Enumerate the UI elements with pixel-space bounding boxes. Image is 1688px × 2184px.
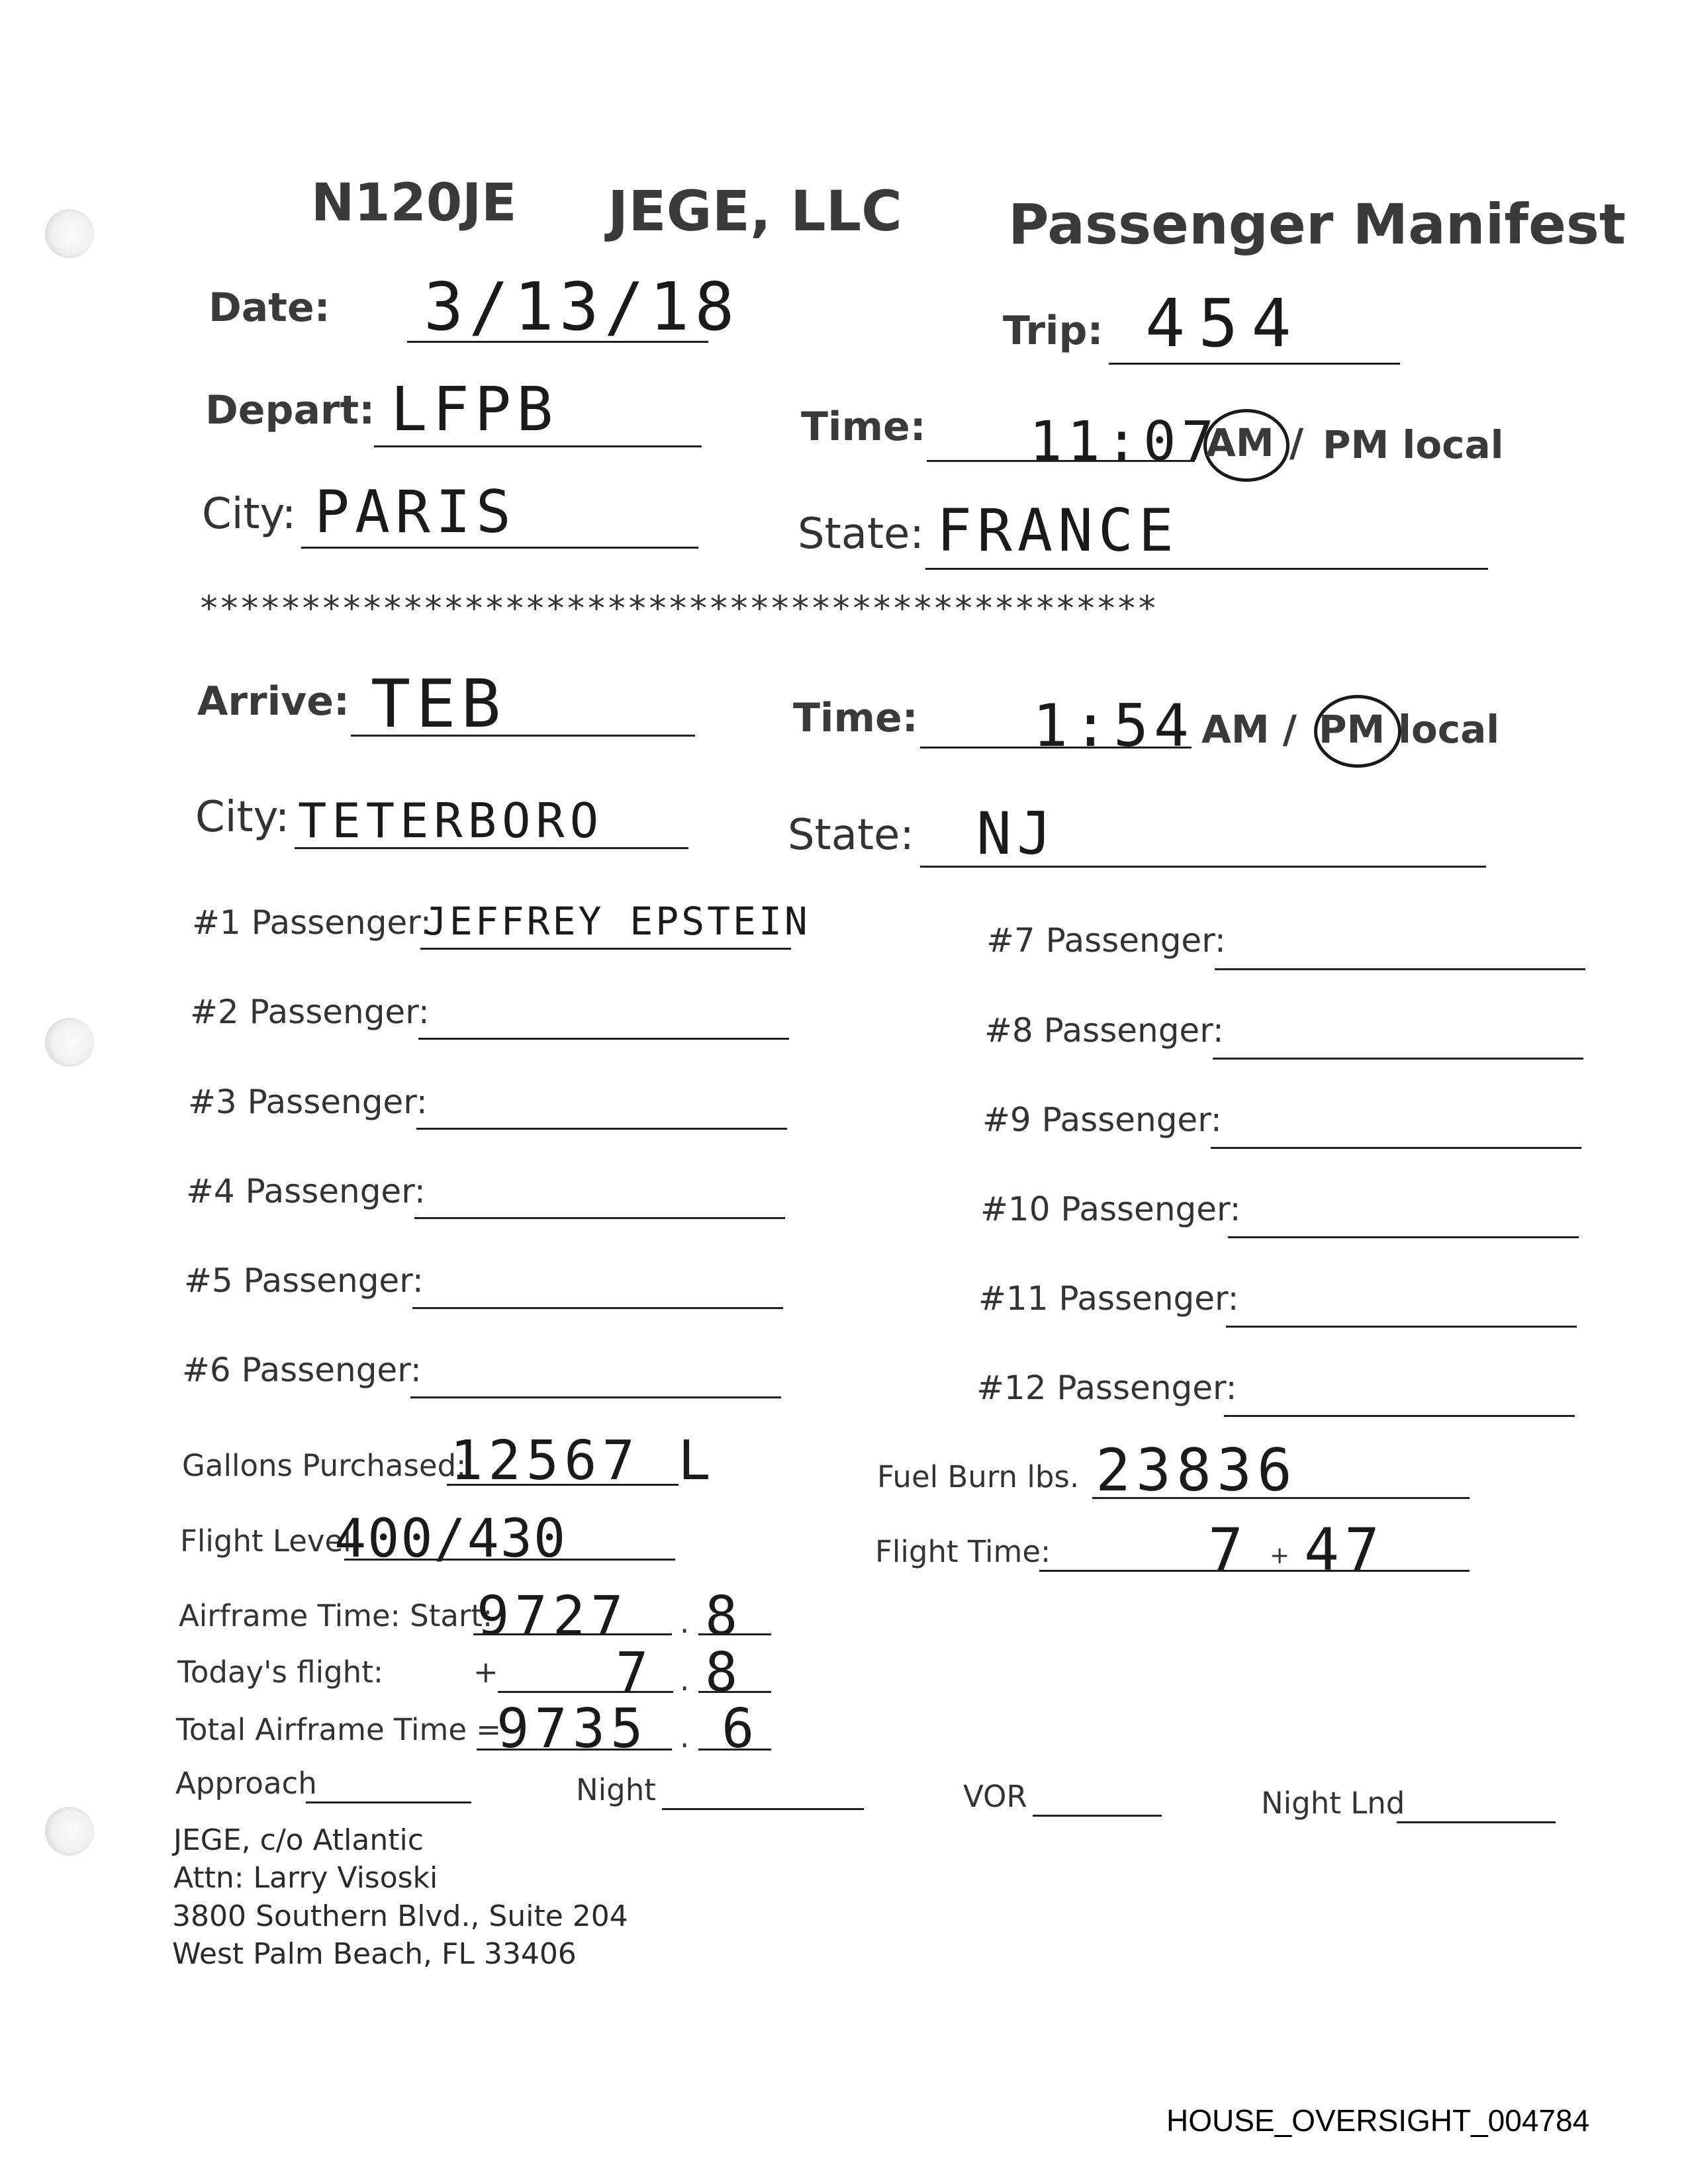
arrive-state-label: State:: [788, 811, 914, 860]
passenger-9-line: [1211, 1147, 1581, 1149]
today-flight-label: Today's flight:: [177, 1655, 384, 1690]
passenger-12-line: [1224, 1415, 1575, 1417]
passenger-1-line: [420, 948, 791, 950]
today-flight-line: [498, 1691, 673, 1693]
tail-number: N120JE: [311, 173, 517, 233]
gallons-line: [447, 1484, 679, 1486]
asterisk-divider: ***********************************************: [199, 589, 1157, 629]
passenger-7-line: [1215, 968, 1585, 970]
gallons-value: 12567 L: [450, 1430, 716, 1492]
passenger-6-label: #6 Passenger:: [182, 1351, 422, 1389]
passenger-8-label: #8 Passenger:: [984, 1011, 1224, 1050]
depart-ampm-sep: /: [1289, 420, 1304, 465]
arrive-label: Arrive:: [197, 678, 350, 725]
arrive-city-line: [295, 847, 688, 849]
approach-label: Approach: [175, 1766, 317, 1801]
depart-am: AM: [1206, 420, 1274, 465]
airframe-start-line: [473, 1633, 672, 1635]
passenger-6-line: [410, 1396, 781, 1398]
depart-label: Depart:: [205, 387, 375, 433]
arrive-time-value: 1:54: [1033, 692, 1194, 760]
flight-level-line: [344, 1559, 675, 1561]
flight-time-label: Flight Time:: [875, 1534, 1051, 1569]
passenger-8-line: [1213, 1058, 1583, 1060]
vor-line: [1033, 1815, 1162, 1817]
depart-city-label: City:: [202, 490, 297, 539]
depart-time-label: Time:: [801, 404, 926, 450]
depart-pm-local: PM local: [1323, 422, 1504, 467]
passenger-10-label: #10 Passenger:: [980, 1190, 1241, 1228]
address-line-2: Attn: Larry Visoski: [173, 1861, 438, 1895]
arrive-line: [351, 735, 695, 737]
fuel-burn-label: Fuel Burn lbs.: [877, 1459, 1080, 1494]
passenger-11-label: #11 Passenger:: [978, 1279, 1239, 1318]
passenger-4-line: [414, 1217, 785, 1219]
depart-city-line: [301, 547, 698, 549]
today-flight-plus: +: [473, 1655, 498, 1690]
passenger-7-label: #7 Passenger:: [986, 921, 1226, 960]
punch-hole-bottom: [45, 1807, 94, 1856]
passenger-4-label: #4 Passenger:: [186, 1172, 426, 1210]
fuel-burn-line: [1092, 1497, 1470, 1499]
airframe-start-dot: .: [680, 1605, 690, 1640]
total-airframe-dot: .: [680, 1719, 690, 1754]
passenger-1-value: JEFFREY EPSTEIN: [424, 899, 810, 944]
passenger-5-label: #5 Passenger:: [184, 1261, 424, 1300]
company-name: JEGE, LLC: [608, 179, 902, 244]
airframe-start-label: Airframe Time: Start:: [179, 1598, 493, 1633]
depart-time-line: [927, 460, 1195, 462]
depart-city-value: PARIS: [314, 478, 516, 546]
airframe-start-whole: 9727: [477, 1585, 629, 1648]
depart-line: [374, 445, 702, 447]
depart-value: LFPB: [391, 374, 559, 445]
bates-number: HOUSE_OVERSIGHT_004784: [1166, 2103, 1590, 2138]
arrive-state-value: NJ: [976, 799, 1057, 868]
passenger-3-label: #3 Passenger:: [188, 1083, 428, 1121]
depart-state-line: [925, 568, 1488, 570]
total-airframe-label: Total Airframe Time =: [176, 1712, 502, 1747]
night-lnd-line: [1397, 1821, 1556, 1823]
passenger-1-label: #1 Passenger:: [192, 903, 432, 942]
today-flight-dot: .: [680, 1662, 690, 1698]
airframe-start-tenth: 8: [705, 1585, 743, 1648]
date-label: Date:: [209, 285, 330, 331]
total-airframe-whole: 9735: [496, 1698, 649, 1760]
page-title: Passenger Manifest: [1008, 192, 1626, 257]
passenger-9-label: #9 Passenger:: [982, 1101, 1222, 1139]
approach-line: [306, 1801, 471, 1803]
flight-time-line: [1039, 1570, 1470, 1572]
arrive-state-line: [920, 866, 1486, 868]
flight-level-label: Flight Level:: [180, 1524, 361, 1559]
punch-hole-middle: [45, 1018, 94, 1067]
total-airframe-line: [477, 1749, 672, 1751]
airframe-start-tenth-line: [698, 1633, 771, 1635]
passenger-10-line: [1228, 1236, 1579, 1238]
night-line: [662, 1808, 864, 1810]
total-airframe-tenth-line: [698, 1749, 771, 1751]
night-label: Night: [576, 1772, 656, 1807]
today-flight-whole: 7: [616, 1641, 654, 1704]
arrive-value: TEB: [371, 665, 506, 743]
flight-time-hours: 7: [1208, 1516, 1248, 1584]
fuel-burn-value: 23836: [1096, 1436, 1297, 1504]
vor-label: VOR: [963, 1779, 1027, 1814]
passenger-2-label: #2 Passenger:: [190, 993, 430, 1031]
arrive-city-label: City:: [195, 793, 290, 842]
date-line: [407, 341, 708, 343]
trip-label: Trip:: [1003, 308, 1103, 354]
gallons-label: Gallons Purchased:: [182, 1448, 467, 1483]
today-flight-tenth-line: [698, 1691, 771, 1693]
passenger-2-line: [418, 1038, 789, 1040]
passenger-3-line: [416, 1128, 787, 1130]
date-value: 3/13/18: [424, 268, 740, 345]
today-flight-tenth: 8: [705, 1641, 743, 1704]
passenger-5-line: [412, 1307, 783, 1309]
total-airframe-tenth: 6: [722, 1698, 760, 1760]
address-line-1: JEGE, c/o Atlantic: [173, 1823, 424, 1857]
punch-hole-top: [45, 209, 94, 258]
arrive-time-line: [920, 747, 1192, 749]
trip-line: [1109, 363, 1400, 365]
depart-state-label: State:: [798, 510, 924, 559]
arrive-time-label: Time:: [793, 695, 918, 741]
arrive-city-value: TETERBORO: [298, 793, 604, 848]
trip-value: 454: [1145, 285, 1305, 362]
passenger-11-line: [1226, 1326, 1577, 1328]
depart-time-value: 11:07: [1029, 410, 1219, 473]
depart-state-value: FRANCE: [937, 496, 1179, 565]
passenger-12-label: #12 Passenger:: [976, 1369, 1237, 1407]
night-lnd-label: Night Lnd: [1261, 1786, 1405, 1821]
flight-time-plus: +: [1270, 1542, 1290, 1569]
flight-time-minutes: 47: [1304, 1516, 1385, 1584]
arrive-pm: PM: [1319, 707, 1385, 752]
arrive-am: AM /: [1201, 707, 1297, 752]
address-line-4: West Palm Beach, FL 33406: [172, 1937, 577, 1971]
arrive-local: local: [1398, 707, 1500, 752]
flight-level-value: 400/430: [334, 1508, 567, 1569]
address-line-3: 3800 Southern Blvd., Suite 204: [172, 1899, 628, 1933]
